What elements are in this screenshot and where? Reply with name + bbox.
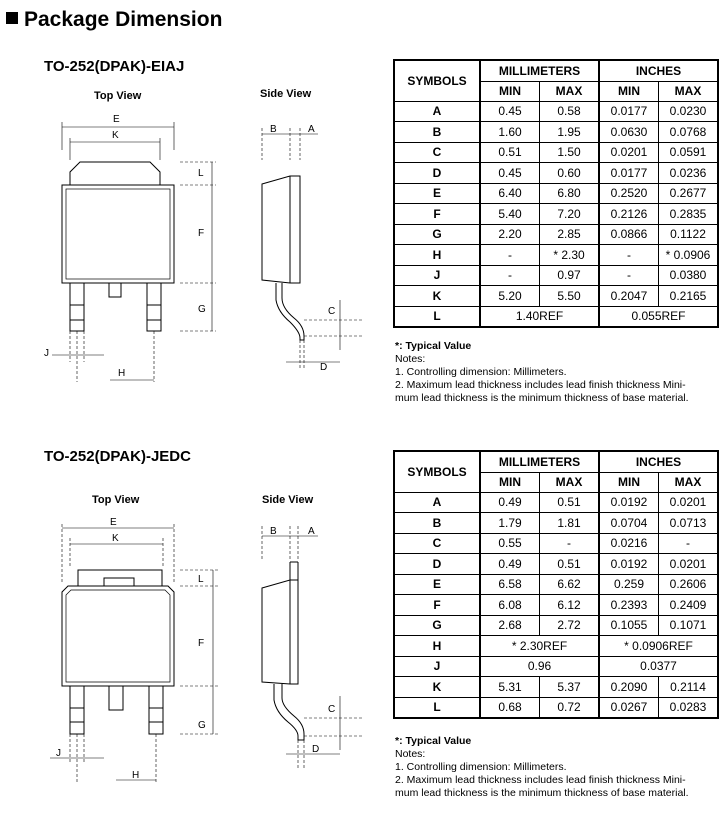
note-2a: 2. Maximum lead thickness includes lead finish thickness Mini- (395, 774, 686, 786)
dim-label-B: B (270, 124, 277, 135)
cell-in-min: 0.259 (599, 574, 659, 595)
cell-mm-max: 2.85 (540, 224, 600, 245)
cell-in-max: 0.1071 (659, 615, 719, 636)
cell-in-max: 0.0591 (659, 142, 719, 163)
cell-mm-min: 0.68 (480, 697, 540, 718)
cell-mm-max: 0.72 (540, 697, 600, 718)
dim-label-A: A (308, 124, 315, 135)
note-1: 1. Controlling dimension: Millimeters. (395, 761, 567, 773)
dim-label-H: H (118, 368, 126, 379)
col-header-in-max: MAX (659, 81, 719, 101)
top-view-label-jedc: Top View (92, 494, 140, 506)
dimension-table-eiaj (393, 59, 719, 328)
table-row (394, 615, 718, 636)
cell-s: B (394, 513, 480, 534)
cell-mm-max: 0.60 (540, 163, 600, 184)
cell-s: J (394, 265, 480, 286)
cell-in-min: 0.0192 (599, 554, 659, 575)
cell-in-max: 0.0201 (659, 554, 719, 575)
cell-mm-min: 5.40 (480, 204, 540, 225)
notes-heading: Notes: (395, 353, 426, 365)
cell-in-min: 0.2126 (599, 204, 659, 225)
col-header-millimeters: MILLIMETERS (480, 60, 599, 81)
cell-in-max: 0.2165 (659, 286, 719, 307)
cell-mm-min: - (480, 265, 540, 286)
cell-in-min: 0.0630 (599, 122, 659, 143)
cell-mm-min: 5.31 (480, 677, 540, 698)
cell-mm-span: 1.40REF (480, 306, 599, 327)
dim-label-F: F (198, 228, 205, 239)
cell-mm-min: 0.49 (480, 554, 540, 575)
cell-mm-min: 2.20 (480, 224, 540, 245)
package-title-jedc: TO-252(DPAK)-JEDC (44, 448, 191, 465)
cell-in-min: 0.1055 (599, 615, 659, 636)
dim-label-G: G (198, 304, 206, 315)
cell-in-min: - (599, 245, 659, 266)
cell-mm-max: * 2.30 (540, 245, 600, 266)
cell-mm-max: 5.37 (540, 677, 600, 698)
cell-in-max: 0.0768 (659, 122, 719, 143)
cell-s: A (394, 492, 480, 513)
cell-mm-min: 5.20 (480, 286, 540, 307)
table-row (394, 533, 718, 554)
dim-label-D: D (312, 744, 320, 755)
cell-in-max: 0.0713 (659, 513, 719, 534)
cell-in-max: * 0.0906 (659, 245, 719, 266)
col-header-mm-min: MIN (480, 81, 540, 101)
page-title (6, 8, 222, 32)
cell-s: G (394, 224, 480, 245)
cell-in-max: 0.2606 (659, 574, 719, 595)
cell-in-span: * 0.0906REF (599, 636, 718, 657)
cell-in-max: 0.2114 (659, 677, 719, 698)
col-header-in-min: MIN (599, 81, 659, 101)
cell-s: K (394, 286, 480, 307)
cell-mm-min: 0.55 (480, 533, 540, 554)
cell-mm-max: 0.97 (540, 265, 600, 286)
table-row (394, 142, 718, 163)
table-row (394, 183, 718, 204)
top-view-label-eiaj: Top View (94, 90, 142, 102)
cell-s: F (394, 204, 480, 225)
cell-mm-max: 6.12 (540, 595, 600, 616)
dim-label-K: K (112, 533, 119, 544)
cell-in-min: 0.0216 (599, 533, 659, 554)
col-header-in-max: MAX (659, 472, 719, 492)
table-row (394, 697, 718, 718)
notes-eiaj (395, 340, 715, 405)
jedc-outline-drawing (0, 500, 380, 800)
cell-s: K (394, 677, 480, 698)
cell-s: H (394, 245, 480, 266)
cell-mm-min: 6.08 (480, 595, 540, 616)
cell-s: G (394, 615, 480, 636)
note-2b: mum lead thickness is the minimum thickness of base material. (395, 787, 689, 799)
cell-mm-span: 0.96 (480, 656, 599, 677)
cell-mm-min: 2.68 (480, 615, 540, 636)
table-body-jedc (394, 492, 718, 718)
cell-mm-min: 0.45 (480, 101, 540, 122)
dim-label-C: C (328, 306, 336, 317)
cell-in-max: 0.2677 (659, 183, 719, 204)
cell-in-max: - (659, 533, 719, 554)
cell-s: E (394, 574, 480, 595)
cell-in-min: 0.0177 (599, 101, 659, 122)
col-header-symbols: SYMBOLS (394, 60, 480, 101)
cell-in-min: 0.0192 (599, 492, 659, 513)
cell-s: B (394, 122, 480, 143)
cell-in-min: 0.0866 (599, 224, 659, 245)
cell-in-max: 0.2835 (659, 204, 719, 225)
notes-heading: Notes: (395, 748, 426, 760)
col-header-mm-min: MIN (480, 472, 540, 492)
dim-label-B: B (270, 526, 277, 537)
cell-mm-max: 1.95 (540, 122, 600, 143)
col-header-symbols: SYMBOLS (394, 451, 480, 492)
dim-label-L: L (198, 574, 204, 585)
table-row (394, 306, 718, 327)
table-row (394, 122, 718, 143)
col-header-inches: INCHES (599, 451, 718, 472)
cell-mm-min: 1.79 (480, 513, 540, 534)
dim-label-L: L (198, 168, 204, 179)
note-typical-value: *: Typical Value (395, 735, 472, 747)
table-row (394, 204, 718, 225)
cell-in-span: 0.0377 (599, 656, 718, 677)
cell-s: C (394, 142, 480, 163)
dim-label-A: A (308, 526, 315, 537)
cell-s: F (394, 595, 480, 616)
package-title-eiaj: TO-252(DPAK)-EIAJ (44, 58, 185, 75)
cell-in-min: 0.2090 (599, 677, 659, 698)
cell-mm-min: 6.58 (480, 574, 540, 595)
cell-in-min: - (599, 265, 659, 286)
cell-in-max: 0.0380 (659, 265, 719, 286)
cell-in-min: 0.2393 (599, 595, 659, 616)
note-1: 1. Controlling dimension: Millimeters. (395, 366, 567, 378)
cell-in-span: 0.055REF (599, 306, 718, 327)
dim-label-C: C (328, 704, 336, 715)
cell-mm-max: 5.50 (540, 286, 600, 307)
col-header-inches: INCHES (599, 60, 718, 81)
cell-s: C (394, 533, 480, 554)
table-row (394, 656, 718, 677)
cell-in-min: 0.0201 (599, 142, 659, 163)
col-header-mm-max: MAX (540, 472, 600, 492)
table-row (394, 595, 718, 616)
cell-mm-span: * 2.30REF (480, 636, 599, 657)
dim-label-G: G (198, 720, 206, 731)
cell-mm-min: - (480, 245, 540, 266)
table-row (394, 163, 718, 184)
side-view-label-eiaj: Side View (260, 88, 312, 100)
cell-mm-min: 6.40 (480, 183, 540, 204)
note-typical-value: *: Typical Value (395, 340, 472, 352)
col-header-in-min: MIN (599, 472, 659, 492)
table-row (394, 574, 718, 595)
cell-s: D (394, 163, 480, 184)
table-row (394, 101, 718, 122)
table-row (394, 245, 718, 266)
cell-in-max: 0.0236 (659, 163, 719, 184)
dim-label-K: K (112, 130, 119, 141)
dim-label-E: E (110, 517, 117, 528)
cell-mm-min: 0.49 (480, 492, 540, 513)
table-row (394, 677, 718, 698)
note-2b: mum lead thickness is the minimum thickness of base material. (395, 392, 689, 404)
dim-label-H: H (132, 770, 140, 781)
col-header-millimeters: MILLIMETERS (480, 451, 599, 472)
dim-label-D: D (320, 362, 328, 373)
eiaj-outline-drawing (0, 100, 380, 390)
cell-mm-max: 6.62 (540, 574, 600, 595)
dim-label-J: J (44, 348, 49, 359)
cell-s: L (394, 306, 480, 327)
table-row (394, 513, 718, 534)
cell-mm-max: 2.72 (540, 615, 600, 636)
side-view-label-jedc: Side View (262, 494, 314, 506)
cell-mm-max: 1.81 (540, 513, 600, 534)
notes-jedc (395, 735, 715, 800)
cell-in-max: 0.0283 (659, 697, 719, 718)
cell-mm-max: - (540, 533, 600, 554)
table-row (394, 224, 718, 245)
cell-mm-max: 6.80 (540, 183, 600, 204)
cell-in-min: 0.2047 (599, 286, 659, 307)
cell-mm-min: 0.51 (480, 142, 540, 163)
cell-in-max: 0.0201 (659, 492, 719, 513)
cell-mm-min: 1.60 (480, 122, 540, 143)
eiaj-body-outline (62, 185, 174, 283)
cell-mm-max: 7.20 (540, 204, 600, 225)
cell-mm-max: 1.50 (540, 142, 600, 163)
cell-in-min: 0.0267 (599, 697, 659, 718)
dim-label-J: J (56, 748, 61, 759)
table-row (394, 286, 718, 307)
cell-s: L (394, 697, 480, 718)
cell-s: J (394, 656, 480, 677)
cell-in-max: 0.1122 (659, 224, 719, 245)
table-row (394, 554, 718, 575)
cell-mm-max: 0.51 (540, 492, 600, 513)
note-2a: 2. Maximum lead thickness includes lead finish thickness Mini- (395, 379, 686, 391)
jedc-body-outline (62, 586, 174, 686)
dimension-table-jedc (393, 450, 719, 719)
dim-label-F: F (198, 638, 205, 649)
cell-s: H (394, 636, 480, 657)
cell-in-max: 0.2409 (659, 595, 719, 616)
cell-in-max: 0.0230 (659, 101, 719, 122)
table-row (394, 265, 718, 286)
cell-in-min: 0.0704 (599, 513, 659, 534)
table-row (394, 636, 718, 657)
col-header-mm-max: MAX (540, 81, 600, 101)
cell-mm-min: 0.45 (480, 163, 540, 184)
cell-s: D (394, 554, 480, 575)
cell-mm-max: 0.51 (540, 554, 600, 575)
cell-in-min: 0.0177 (599, 163, 659, 184)
cell-s: A (394, 101, 480, 122)
page-title-text: Package Dimension (24, 8, 223, 31)
cell-in-min: 0.2520 (599, 183, 659, 204)
bullet-square-icon (6, 12, 18, 24)
cell-mm-max: 0.58 (540, 101, 600, 122)
cell-s: E (394, 183, 480, 204)
table-row (394, 492, 718, 513)
dim-label-E: E (113, 114, 120, 125)
table-body-eiaj (394, 101, 718, 327)
